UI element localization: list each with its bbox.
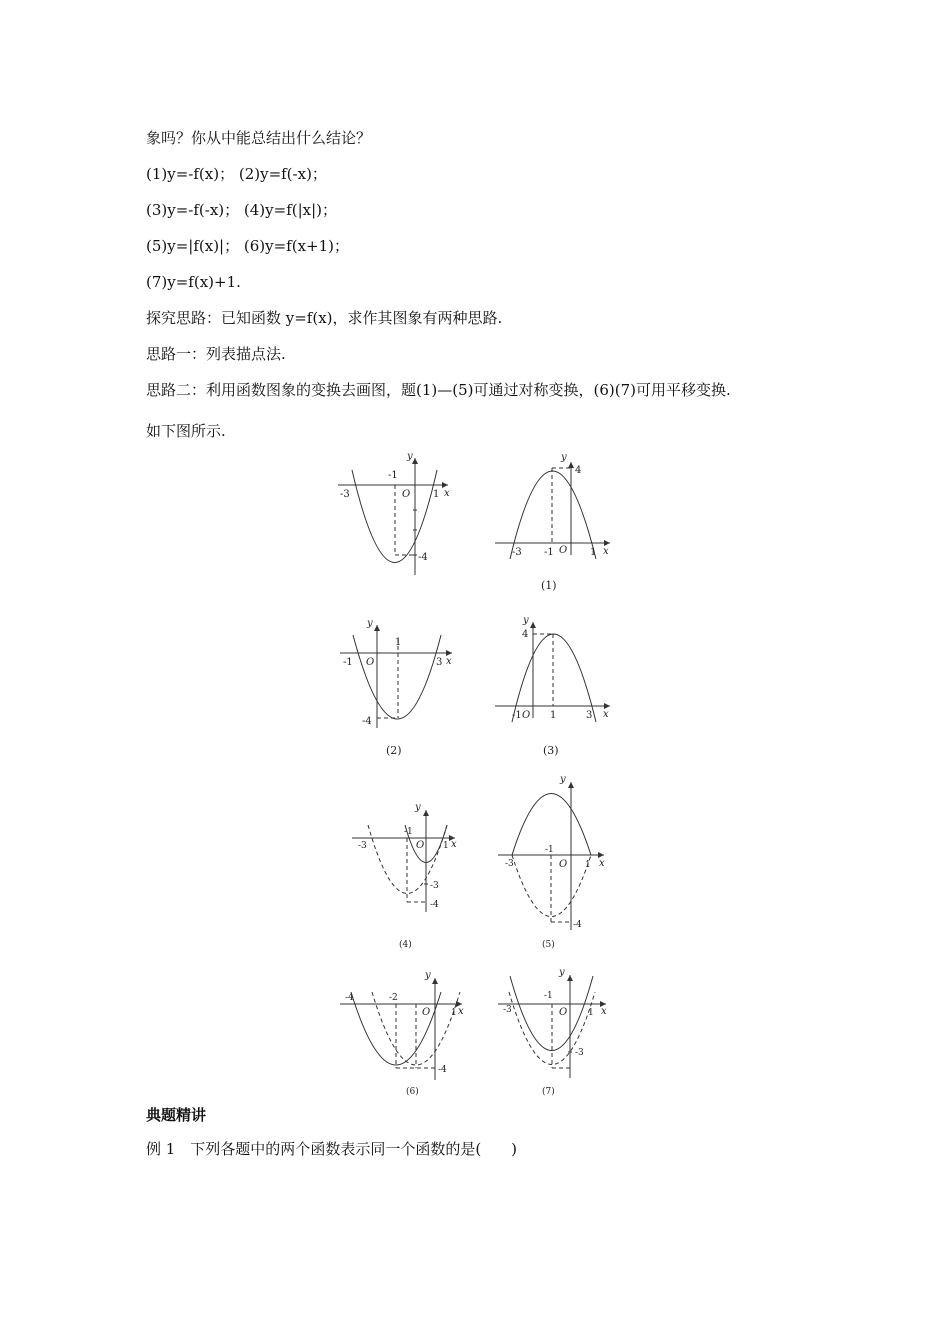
g1b-label-4: 4 (575, 465, 582, 476)
g4a-label-neg2: -2 (389, 993, 398, 1003)
g3a-label-neg1: -1 (404, 827, 413, 837)
g1b-label-neg3: -3 (512, 547, 522, 558)
g1a-y-label: y (407, 451, 413, 462)
g3b-label-neg1: -1 (545, 845, 554, 855)
g1b-x-label: x (603, 546, 609, 557)
text-line-3: (3)y=-f(-x)； (4)y=f(|x|)； (146, 201, 338, 219)
graph-2b (495, 622, 610, 722)
g4a-x-label: x (458, 1006, 464, 1017)
g4a-label-neg4b: -4 (438, 1065, 447, 1075)
g3a-x-label: x (451, 839, 457, 850)
g2b-y-label: y (523, 615, 529, 626)
caption-6: (6) (406, 1087, 419, 1097)
text-line-5: (7)y=f(x)+1. (146, 273, 241, 291)
g1b-label-1: 1 (590, 547, 597, 558)
g3a-label-neg4: -4 (430, 900, 439, 910)
text-line-7: 思路一：列表描点法. (146, 345, 286, 363)
graph-3b (498, 782, 604, 930)
caption-4: (4) (399, 940, 412, 950)
g3a-label-neg3: -3 (358, 841, 367, 851)
g1b-label-neg1: -1 (544, 547, 554, 558)
g2a-label-neg4: -4 (362, 716, 372, 727)
g2a-origin: O (366, 657, 375, 668)
g4b-x-label: x (601, 1006, 607, 1017)
g4b-y-label: y (559, 967, 565, 978)
g1a-label-1: 1 (433, 489, 440, 500)
caption-5: (5) (542, 940, 555, 950)
g2a-label-1: 1 (395, 637, 402, 648)
g2b-label-3: 3 (586, 710, 593, 721)
caption-7: (7) (542, 1087, 555, 1097)
g4b-label-neg3: -3 (503, 1005, 512, 1015)
text-line-1: 象吗？你从中能总结出什么结论？ (146, 129, 372, 147)
g4b-label-1: 1 (588, 1008, 594, 1018)
g4a-origin: O (422, 1007, 431, 1018)
g2a-label-neg1: -1 (343, 657, 353, 668)
section-heading: 典题精讲 (146, 1106, 207, 1124)
g3b-label-neg4: -4 (573, 920, 582, 930)
g1a-origin: O (402, 489, 411, 500)
g2b-label-1: 1 (550, 710, 557, 721)
graph-3a (352, 810, 455, 912)
caption-3: (3) (543, 744, 559, 757)
g2a-label-3: 3 (436, 657, 443, 668)
g4b-origin: O (559, 1007, 568, 1018)
g1b-origin: O (559, 545, 568, 556)
g3b-origin: O (559, 859, 568, 870)
g2a-y-label: y (367, 618, 373, 629)
g3b-x-label: x (599, 858, 605, 869)
text-line-4: (5)y=|f(x)|； (6)y=f(x+1)； (146, 237, 349, 255)
g1a-x-label: x (444, 488, 450, 499)
g3b-y-label: y (560, 774, 566, 785)
text-line-2: (1)y=-f(x)； (2)y=f(-x)； (146, 165, 327, 183)
g2b-label-4: 4 (522, 629, 529, 640)
g2b-origin: O (522, 710, 531, 721)
g3b-label-neg3: -3 (505, 859, 514, 869)
g4a-y-label: y (425, 970, 431, 981)
caption-2: (2) (386, 744, 402, 757)
g2b-x-label: x (603, 709, 609, 720)
g4a-label-neg4: -4 (345, 993, 354, 1003)
g1a-label-neg4: -4 (418, 552, 428, 563)
example-question: 例 1 下列各题中的两个函数表示同一个函数的是( ) (146, 1140, 518, 1158)
text-line-9: 如下图所示. (146, 422, 226, 440)
text-line-6: 探究思路：已知函数 y=f(x)，求作其图象有两种思路. (146, 309, 503, 327)
g2a-x-label: x (446, 656, 452, 667)
g2b-label-neg1: -1 (512, 710, 522, 721)
g4b-label-neg3b: -3 (575, 1048, 584, 1058)
g4b-label-neg1: -1 (544, 991, 553, 1001)
g1b-y-label: y (561, 452, 567, 463)
g3a-y-label: y (415, 802, 421, 813)
g1a-label-neg1: -1 (388, 470, 398, 481)
text-line-8: 思路二：利用函数图象的变换去画图，题(1)—(5)可通过对称变换，(6)(7)可用平移变换. (146, 381, 731, 399)
g3a-label-neg3b: -3 (430, 881, 439, 891)
caption-1: (1) (541, 579, 557, 592)
g3b-label-1: 1 (585, 860, 591, 870)
g4a-label-1: 1 (451, 1008, 457, 1018)
g3a-label-1: 1 (443, 841, 449, 851)
graph-1b (495, 462, 610, 559)
g1a-label-neg3: -3 (340, 489, 350, 500)
g3a-origin: O (416, 840, 425, 851)
